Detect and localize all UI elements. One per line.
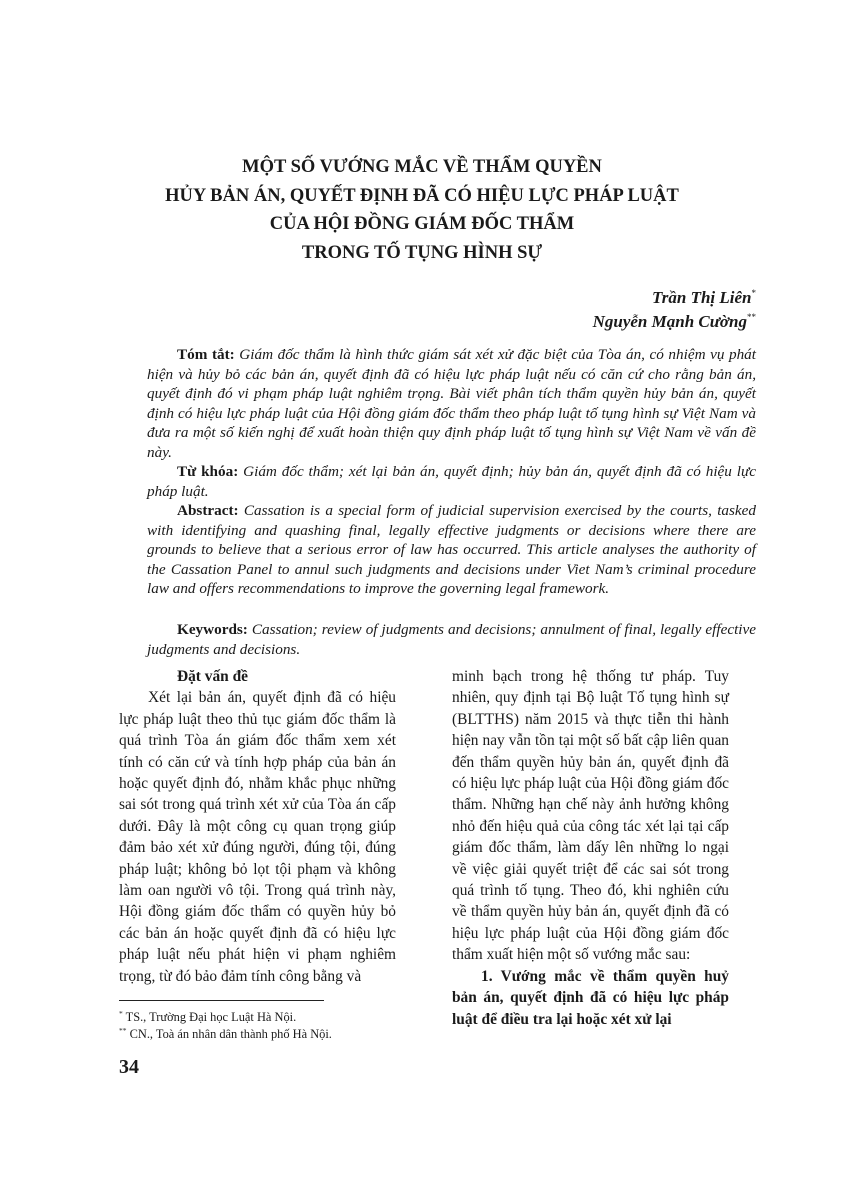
keywords-vi-text: Giám đốc thẩm; xét lại bản án, quyết định; hủy bản án, quyết định đã có hiệu lực pháp luật. [147, 463, 757, 500]
keywords-en-label: Keywords: [177, 621, 248, 638]
title-line: CỦA HỘI ĐỒNG GIÁM ĐỐC THẨM [269, 214, 575, 234]
body-paragraph: minh bạch trong hệ thống tư pháp. Tuy nhiên, quy định tại Bộ luật Tố tụng hình sự (BLTTHS) năm 2015 và thực tiễn thi hành hiện nay vẫn tồn tại một số bất cập liên quan đến thẩm quyền hủy bản án, quyết định đã có hiệu lực pháp luật của Hội đồng giám đốc thẩm. Những hạn chế này ảnh hưởng không nhỏ đến hiệu quả của công tác xét lại tại cấp giám đốc thẩm, làm dấy lên những lo ngại về việc giải quyết triệt để các sai sót trong quá trình tố tụng. Theo đó, khi nghiên cứu về thẩm quyền hủy bản án, quyết định đã có hiệu lực pháp luật của Hội đồng giám đốc thẩm xuất hiện một số vướng mắc sau: [452, 668, 729, 964]
body-paragraph: Xét lại bản án, quyết định đã có hiệu lực pháp luật theo thủ tục giám đốc thẩm là quá trình Tòa án giám đốc thẩm xem xét tính có căn cứ và tính hợp pháp của bản án hoặc quyết định đó, nhằm khắc phục những sai sót trong quá trình xét xử của Tòa án cấp dưới. Đây là một công cụ quan trọng giúp đảm bảo xét xử đúng người, đúng tội, đúng pháp luật; không bỏ lọt tội phạm và không làm oan người vô tội. Trong quá trình này, Hội đồng giám đốc thẩm có quyền hủy bỏ các bản án hoặc quyết định đã có hiệu lực pháp luật nếu phát hiện vi phạm nghiêm trọng, từ đó bảo đảm tính công bằng và [119, 689, 396, 985]
left-column [119, 666, 396, 987]
author-name: Nguyễn Mạnh Cường [592, 312, 747, 331]
author-1 [652, 282, 756, 309]
page-number: 34 [119, 1056, 139, 1078]
keywords-en-text: Cassation; review of judgments and decisions; annulment of final, legally effective judgments and decisions. [147, 621, 756, 658]
author-footnote-mark: * [751, 288, 756, 298]
summary-text: Giám đốc thẩm là hình thức giám sát xét xử đặc biệt của Tòa án, có nhiệm vụ phát hiện và hủy bỏ các bản án, quyết định đã có hiệu lực pháp luật nếu có căn cứ cho rằng bản án, quyết định đó vi phạm pháp luật nghiêm trọng. Bài viết phân tích thẩm quyền hủy bản án, quyết định có hiệu lực pháp luật của Hội đồng giám đốc thẩm theo pháp luật tố tụng hình sự Việt Nam và đưa ra một số kiến nghị để xuất hoàn thiện quy định pháp luật tố tụng hình sự Việt Nam về vấn đề này. [147, 346, 757, 461]
abstract-label: Abstract: [177, 502, 239, 519]
right-column [452, 666, 729, 1030]
vietnamese-keywords [147, 462, 756, 501]
section-heading-intro: Đặt vấn đề [177, 668, 248, 685]
summary-label: Tóm tắt: [177, 346, 235, 363]
title-line: MỘT SỐ VƯỚNG MẮC VỀ THẨM QUYỀN [242, 157, 602, 177]
title-line: TRONG TỐ TỤNG HÌNH SỰ [301, 242, 543, 263]
footnote-2 [119, 1023, 332, 1042]
author-footnote-mark: ** [747, 312, 756, 322]
footnote-text: TS., Trường Đại học Luật Hà Nội. [125, 1010, 297, 1024]
footnote-divider [119, 1000, 324, 1001]
section-heading-1: 1. Vướng mắc về thẩm quyền huỷ bản án, quyết định đã có hiệu lực pháp luật để điều tra lại hoặc xét xử lại [452, 967, 729, 1028]
author-2 [593, 306, 756, 333]
footnote-mark: ** [119, 1026, 127, 1035]
english-abstract [147, 501, 756, 599]
footnote-text: CN., Toà án nhân dân thành phố Hà Nội. [129, 1027, 332, 1041]
keywords-vi-label: Từ khóa: [177, 463, 239, 480]
article-title [120, 153, 724, 267]
english-keywords [147, 620, 756, 659]
author-name: Trần Thị Liên [652, 288, 752, 307]
vietnamese-summary [147, 345, 756, 463]
title-line: HỦY BẢN ÁN, QUYẾT ĐỊNH ĐÃ CÓ HIỆU LỰC PHÁP LUẬT [165, 185, 679, 206]
footnote-mark: * [119, 1009, 123, 1018]
abstract-text: Cassation is a special form of judicial supervision exercised by the courts, tasked with identifying and quashing final, legally effective judgments or decisions where there are grounds to believe that a serious error of law has occurred. This article analyses the authority of the Cassation Panel to annul such judgments and decisions under Viet Nam’s criminal procedure law and offers recommendations to improve the governing legal framework. [147, 502, 757, 598]
